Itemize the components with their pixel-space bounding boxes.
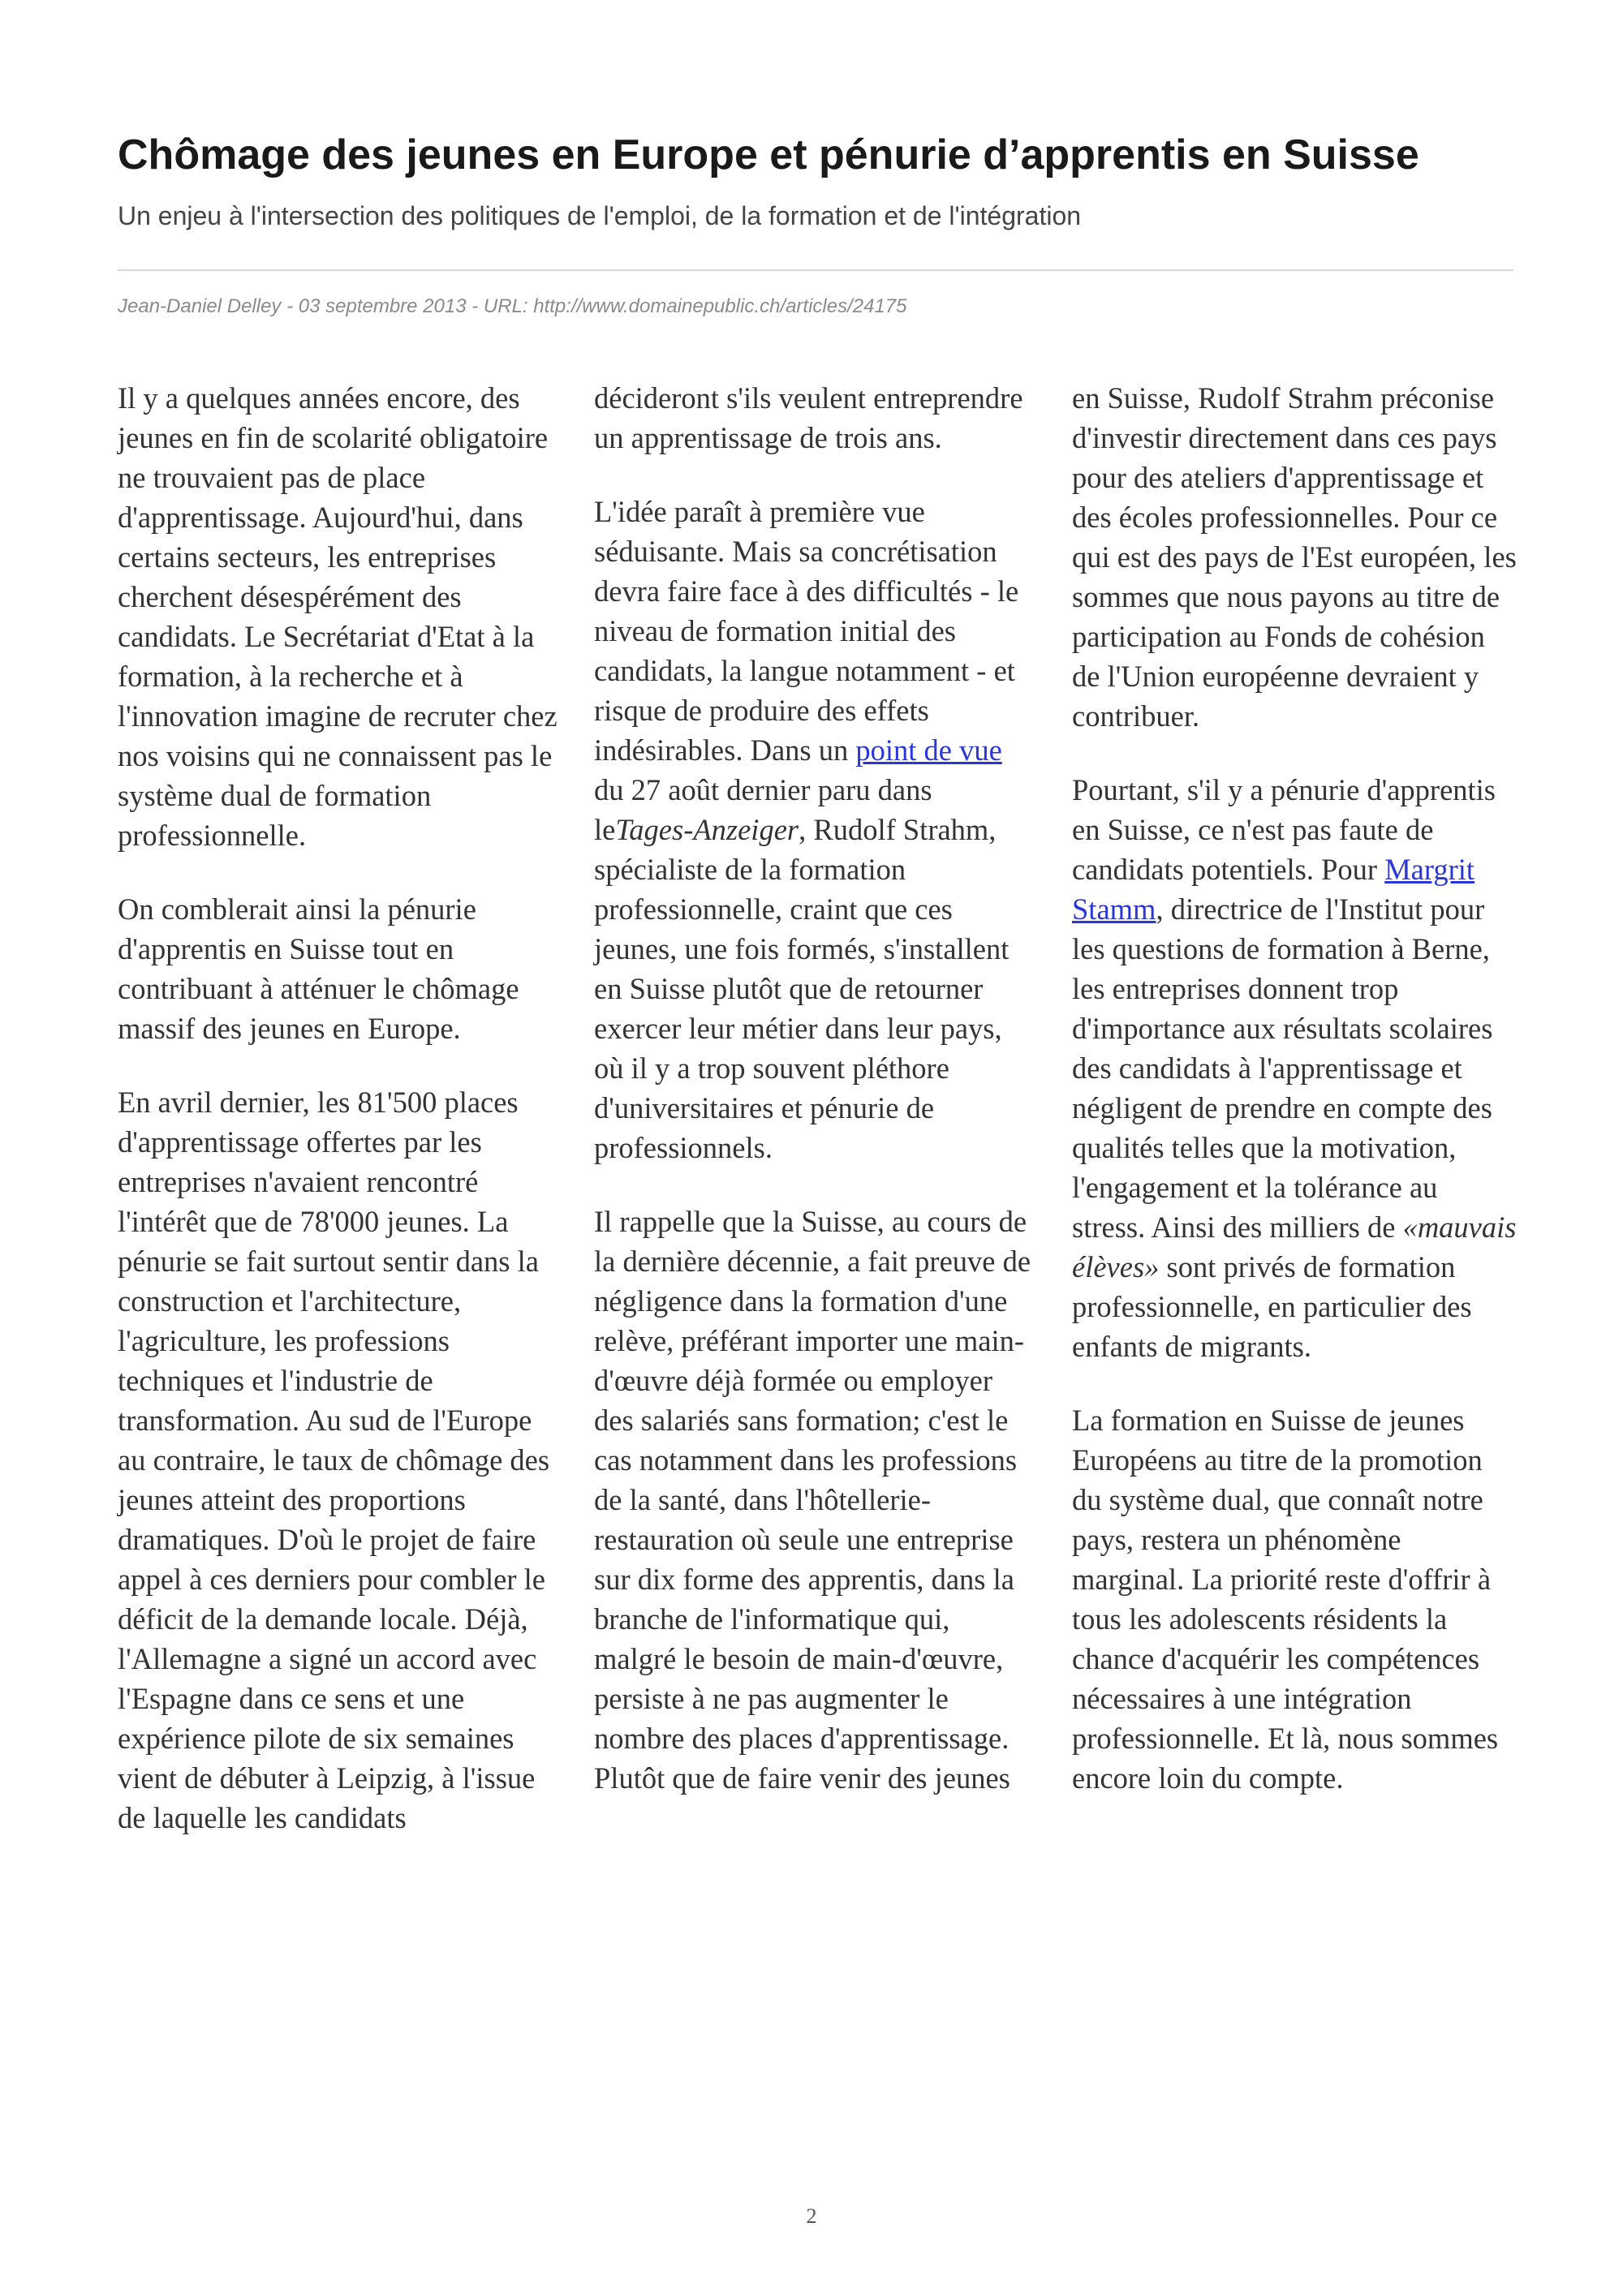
paragraph: en Suisse, Rudolf Strahm préconise d'investir directement dans ces pays pour des ateliers d'apprentissage et des écoles professionnelles. Pour ce qui est des pays de l'Est européen, les sommes que nous payons au titre de participation au Fonds de cohésion de l'Union européenne devraient y contribuer. xyxy=(1072,381,1517,733)
article-column-3 xyxy=(1072,378,1517,1832)
paragraph xyxy=(594,492,1039,1167)
article-column-2 xyxy=(594,378,1039,1832)
paragraph-text: , directrice de l'Institut pour les questions de formation à Berne, les entreprises donnent trop d'importance aux résultats scolaires des candidats à l'apprentissage et négligent de prendre en compte des qualités telles que la motivation, l'engagement et la tolérance au stress. Ainsi des milliers de xyxy=(1072,892,1493,1244)
paragraph-text: Pourtant, s'il y a pénurie d'apprentis en Suisse, ce n'est pas faute de candidats potentiels. Pour xyxy=(1072,773,1496,886)
page-number: 2 xyxy=(806,2204,817,2228)
paragraph: La formation en Suisse de jeunes Européens au titre de la promotion du système dual, que connaît notre pays, restera un phénomène marginal. La priorité reste d'offrir à tous les adolescents résidents la chance d'acquérir les compétences nécessaires à une intégration professionnelle. Et là, nous sommes encore loin du compte. xyxy=(1072,1404,1499,1795)
paragraph: décideront s'ils veulent entreprendre un apprentissage de trois ans. xyxy=(594,381,1023,454)
paragraph-text: du 27 août dernier paru dans le xyxy=(594,773,932,846)
page-subtitle: Un enjeu à l'intersection des politiques de l'emploi, de la formation et de l'intégration xyxy=(118,201,1082,230)
header-divider xyxy=(118,269,1513,271)
article-column-1 xyxy=(118,378,562,1872)
byline: Jean-Daniel Delley - 03 septembre 2013 - URL: http://www.domainepublic.ch/articles/24175 xyxy=(118,295,907,317)
paragraph: Il rappelle que la Suisse, au cours de la dernière décennie, a fait preuve de négligence dans la formation d'une relève, préférant importer une main-d'œuvre déjà formée ou employer des salariés sans formation; c'est le cas notamment dans les professions de la santé, dans l'hôtellerie-restauration où seule une entreprise sur dix forme des apprentis, dans la branche de l'informatique qui, malgré le besoin de main-d'œuvre, persiste à ne pas augmenter le nombre des places d'apprentissage. Plutôt que de faire venir des jeunes xyxy=(594,1205,1031,1795)
paragraph: On comblerait ainsi la pénurie d'apprentis en Suisse tout en contribuant à atténuer le chômage massif des jeunes en Europe. xyxy=(118,892,519,1045)
margrit-stamm-link[interactable]: Margrit Stamm xyxy=(1072,853,1475,926)
page-title: Chômage des jeunes en Europe et pénurie d’apprentis en Suisse xyxy=(118,131,1419,178)
paragraph-text: , Rudolf Strahm, spécialiste de la formation professionnelle, craint que ces jeunes, une fois formés, s'installent en Suisse plutôt que de retourner exercer leur métier dans leur pays, où il y a trop souvent pléthore d'universitaires et pénurie de professionnels. xyxy=(594,813,1010,1164)
paragraph: En avril dernier, les 81'500 places d'apprentissage offertes par les entreprises n'avaient rencontré l'intérêt que de 78'000 jeunes. La pénurie se fait surtout sentir dans la construction et l'architecture, l'agriculture, les professions techniques et l'industrie de transformation. Au sud de l'Europe au contraire, le taux de chômage des jeunes atteint des proportions dramatiques. D'où le projet de faire appel à ces derniers pour combler le déficit de la demande locale. Déjà, l'Allemagne a signé un accord avec l'Espagne dans ce sens et une expérience pilote de six semaines vient de débuter à Leipzig, à l'issue de laquelle les candidats xyxy=(118,1086,550,1834)
paragraph: Il y a quelques années encore, des jeunes en fin de scolarité obligatoire ne trouvaient pas de place d'apprentissage. Aujourd'hui, dans certains secteurs, les entreprises cherchent désespérément des candidats. Le Secrétariat d'Etat à la formation, à la recherche et à l'innovation imagine de recruter chez nos voisins qui ne connaissent pas le système dual de formation professionnelle. xyxy=(118,381,558,852)
paragraph-text: sont privés de formation professionnelle, en particulier des enfants de migrants. xyxy=(1072,1250,1472,1363)
paragraph-text: L'idée paraît à première vue séduisante. Mais sa concrétisation devra faire face à des difficultés - le niveau de formation initial des candidats, la langue notamment - et risque de produire des effets indésirables. Dans un xyxy=(594,495,1019,767)
emphasis-text: «mauvais élèves» xyxy=(1072,1210,1517,1283)
paragraph xyxy=(1072,770,1517,1366)
newspaper-name: Tages-Anzeiger xyxy=(615,813,799,846)
point-de-vue-link[interactable]: point de vue xyxy=(855,733,1002,767)
